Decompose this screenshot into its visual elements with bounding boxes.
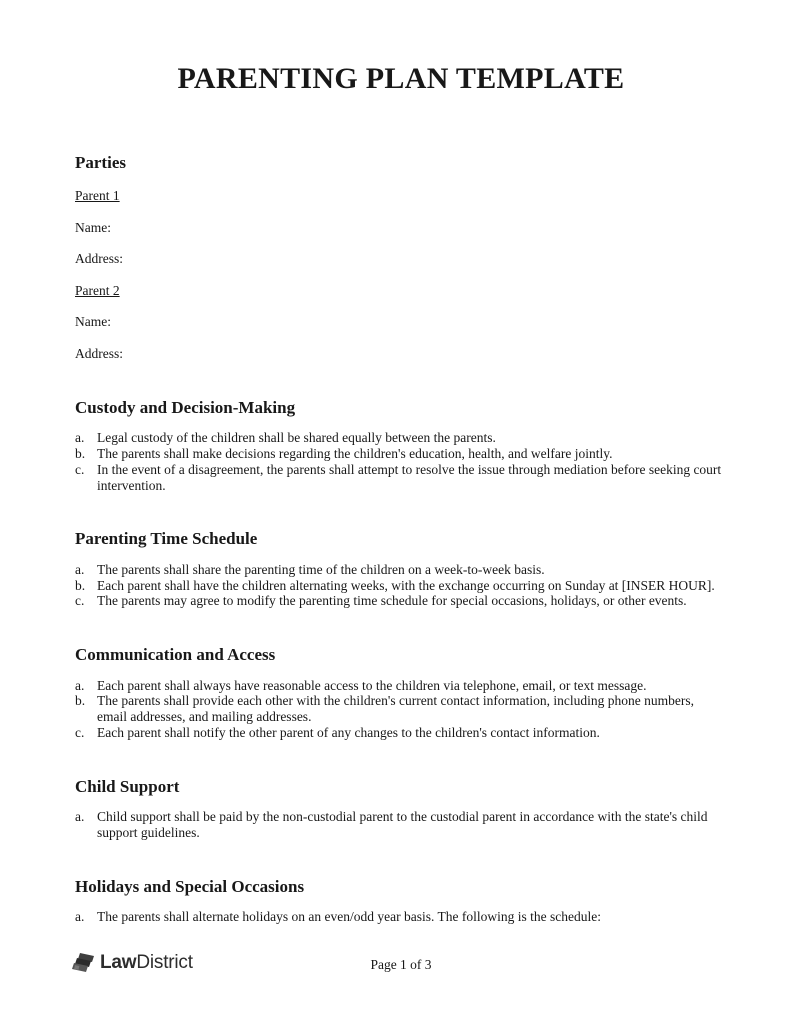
clause-item: Child support shall be paid by the non-custodial parent to the custodial parent in accordance with the state's child support guidelines. xyxy=(97,809,708,841)
custody-clause-list xyxy=(75,430,727,493)
clause-item: The parents shall provide each other with the children's current contact information, including phone numbers, email addresses, and mailing addresses. xyxy=(97,693,694,725)
parent2-address-field: Address: xyxy=(75,345,123,361)
clause-item: The parents shall make decisions regarding the children's education, health, and welfare jointly. xyxy=(97,446,613,462)
parent1-address-field: Address: xyxy=(75,251,123,267)
page-footer xyxy=(75,950,727,982)
parenting-time-clause-list xyxy=(75,562,727,609)
parties-section xyxy=(75,153,727,362)
parent2-label: Parent 2 xyxy=(75,282,120,298)
document-title: PARENTING PLAN TEMPLATE xyxy=(177,62,625,95)
parenting-time-section xyxy=(75,529,727,609)
parent2-name-field: Name: xyxy=(75,314,111,330)
holidays-clause-list xyxy=(75,909,727,925)
logo-text-regular: District xyxy=(136,952,193,973)
clause-item: Each parent shall notify the other parent of any changes to the children's contact information. xyxy=(97,725,600,741)
child-support-heading: Child Support xyxy=(75,776,180,796)
logo-text-bold: Law xyxy=(100,952,137,973)
communication-heading: Communication and Access xyxy=(75,645,276,665)
parent1-name-field: Name: xyxy=(75,219,111,235)
clause-item: Each parent shall always have reasonable access to the children via telephone, email, or text message. xyxy=(97,677,647,693)
parent1-label: Parent 1 xyxy=(75,188,120,204)
clause-item: Legal custody of the children shall be shared equally between the parents. xyxy=(97,430,496,446)
clause-item: The parents may agree to modify the parenting time schedule for special occasions, holidays, or other events. xyxy=(97,593,687,609)
holidays-section xyxy=(75,877,727,925)
custody-section xyxy=(75,398,727,494)
clause-item: The parents shall share the parenting time of the children on a week-to-week basis. xyxy=(97,561,545,577)
parenting-time-heading: Parenting Time Schedule xyxy=(75,529,258,549)
communication-section xyxy=(75,645,727,741)
communication-clause-list xyxy=(75,678,727,741)
clause-item: The parents shall alternate holidays on an even/odd year basis. The following is the schedule: xyxy=(97,909,601,925)
child-support-clause-list xyxy=(75,809,727,841)
clause-item: In the event of a disagreement, the parents shall attempt to resolve the issue through mediation before seeking court intervention. xyxy=(97,461,722,493)
holidays-heading: Holidays and Special Occasions xyxy=(75,876,305,896)
child-support-section xyxy=(75,777,727,841)
custody-heading: Custody and Decision-Making xyxy=(75,397,296,417)
parties-heading: Parties xyxy=(75,152,126,172)
clause-item: Each parent shall have the children alternating weeks, with the exchange occurring on Sunday at [INSER HOUR]. xyxy=(97,577,715,593)
page-number: Page 1 of 3 xyxy=(370,957,432,972)
